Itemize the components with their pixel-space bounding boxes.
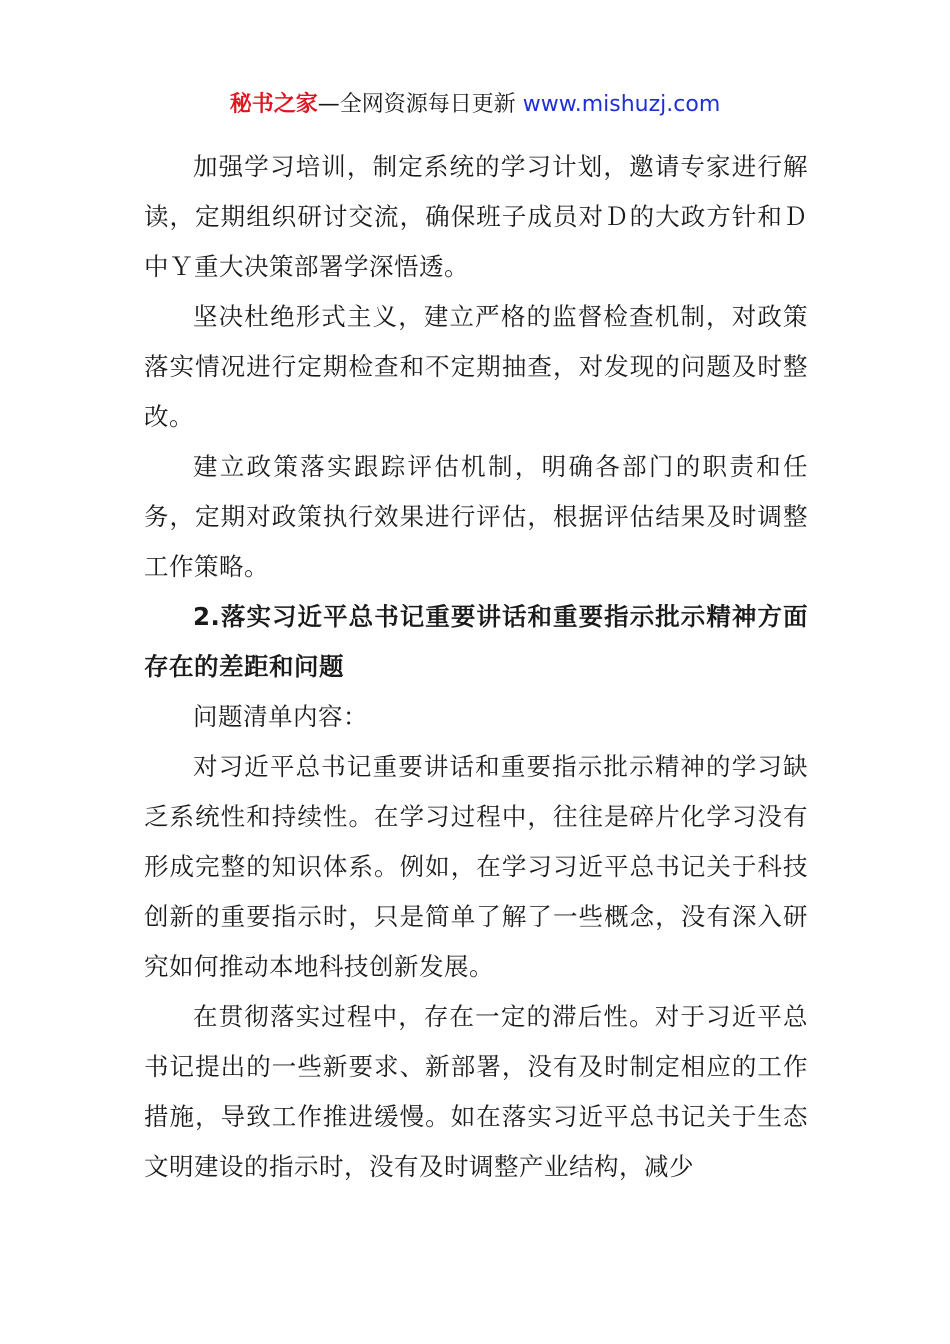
header-tagline: —全网资源每日更新: [317, 92, 523, 117]
site-url[interactable]: www.mishuzj.com: [522, 92, 721, 117]
document-body: [144, 142, 808, 1192]
section-heading: 2.落实习近平总书记重要讲话和重要指示批示精神方面存在的差距和问题: [144, 602, 808, 681]
paragraph: 在贯彻落实过程中，存在一定的滞后性。对于习近平总书记提出的一些新要求、新部署，没有及时制定相应的工作措施，导致工作推进缓慢。如在落实习近平总书记关于生态文明建设的指示时，没有及时调整产业结构，减少: [144, 1002, 808, 1181]
paragraph: 对习近平总书记重要讲话和重要指示批示精神的学习缺乏系统性和持续性。在学习过程中，往往是碎片化学习没有形成完整的知识体系。例如，在学习习近平总书记关于科技创新的重要指示时，只是简单了解了一些概念，没有深入研究如何推动本地科技创新发展。: [144, 752, 808, 981]
paragraph: 问题清单内容：: [193, 702, 368, 731]
paragraph: 坚决杜绝形式主义，建立严格的监督检查机制，对政策落实情况进行定期检查和不定期抽查，对发现的问题及时整改。: [144, 302, 808, 431]
paragraph: 建立政策落实跟踪评估机制，明确各部门的职责和任务，定期对政策执行效果进行评估，根据评估结果及时调整工作策略。: [144, 452, 808, 581]
paragraph: 加强学习培训，制定系统的学习计划，邀请专家进行解读，定期组织研讨交流，确保班子成员对Ｄ的大政方针和Ｄ中Ｙ重大决策部署学深悟透。: [144, 152, 808, 281]
page-header: [0, 88, 950, 122]
brand-name: 秘书之家: [229, 92, 318, 117]
